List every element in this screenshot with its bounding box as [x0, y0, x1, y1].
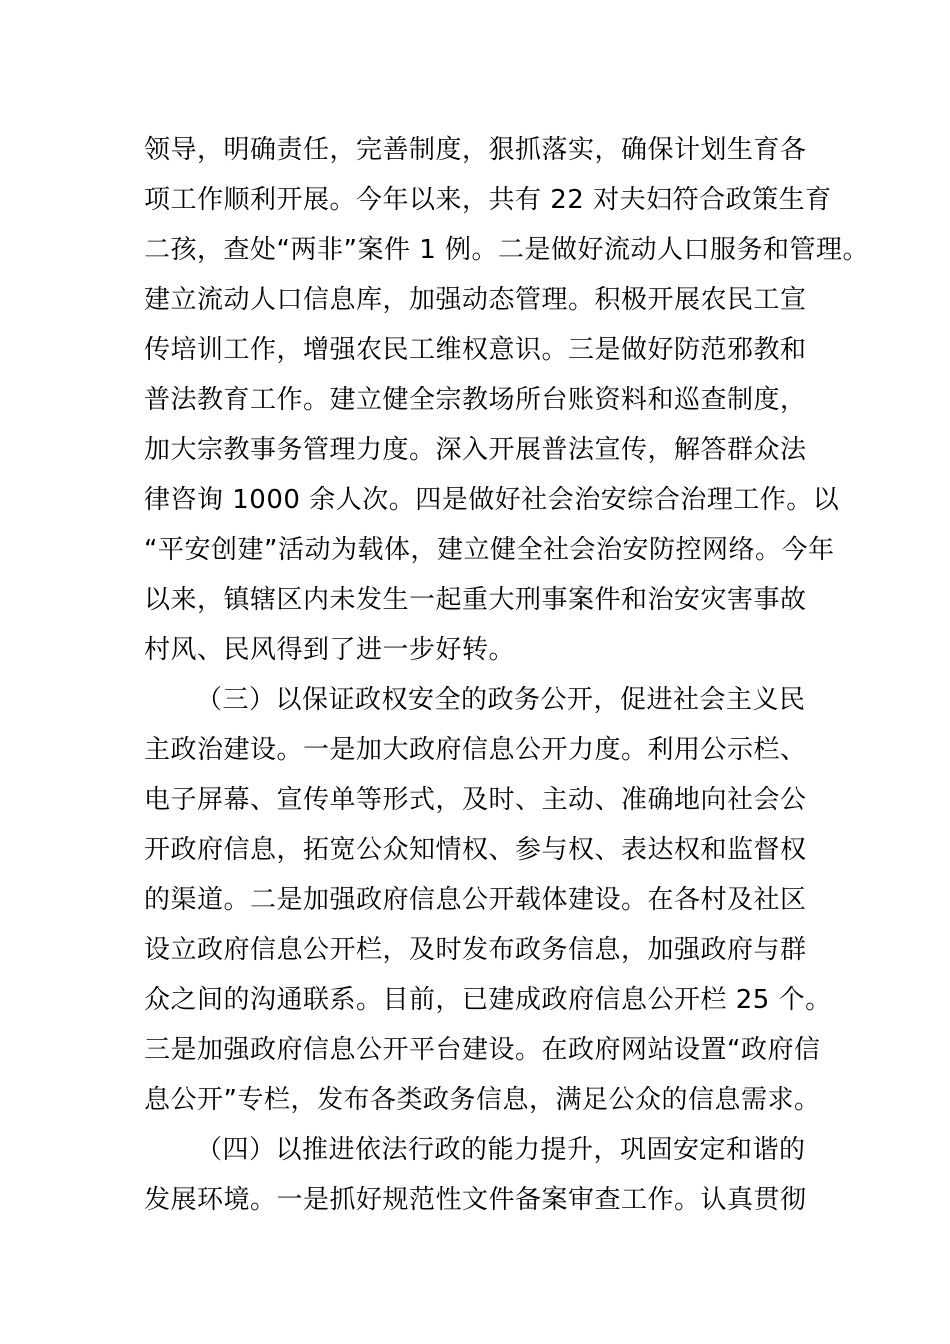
paragraph-line: 众之间的沟通联系。目前，已建成政府信息公开栏 25 个。 [144, 985, 832, 1015]
paragraph-line: 设立政府信息公开栏，及时发布政务信息，加强政府与群 [144, 935, 807, 965]
paragraph-line: 领导，明确责任，完善制度，狠抓落实，确保计划生育各 [144, 135, 807, 165]
section-heading-line: （三）以保证政权安全的政务公开，促进社会主义民 [196, 685, 806, 715]
paragraph-line: 律咨询 1000 余人次。四是做好社会治安综合治理工作。以 [144, 485, 840, 515]
paragraph-line: 建立流动人口信息库，加强动态管理。积极开展农民工宣 [144, 285, 807, 315]
paragraph-line: “平安创建”活动为载体，建立健全社会治安防控网络。今年 [144, 535, 835, 565]
paragraph-line: 加大宗教事务管理力度。深入开展普法宣传，解答群众法 [144, 435, 807, 465]
paragraph-line: 村风、民风得到了进一步好转。 [144, 635, 516, 665]
paragraph-line: 以来，镇辖区内未发生一起重大刑事案件和治安灾害事故 [144, 585, 807, 615]
paragraph-line: 开政府信息，拓宽公众知情权、参与权、表达权和监督权 [144, 835, 807, 865]
paragraph-line: 项工作顺利开展。今年以来，共有 22 对夫妇符合政策生育 [144, 185, 832, 215]
paragraph-line: 传培训工作，增强农民工维权意识。三是做好防范邪教和 [144, 335, 807, 365]
paragraph-line: 的渠道。二是加强政府信息公开载体建设。在各村及社区 [144, 885, 807, 915]
section-heading-line: （四）以推进依法行政的能力提升，巩固安定和谐的 [196, 1135, 806, 1165]
paragraph-line: 普法教育工作。建立健全宗教场所台账资料和巡查制度， [144, 385, 807, 415]
paragraph-line: 电子屏幕、宣传单等形式，及时、主动、准确地向社会公 [144, 785, 807, 815]
paragraph-line: 主政治建设。一是加大政府信息公开力度。利用公示栏、 [144, 735, 807, 765]
paragraph-line: 发展环境。一是抓好规范性文件备案审查工作。认真贯彻 [144, 1185, 807, 1215]
paragraph-line: 息公开”专栏，发布各类政务信息，满足公众的信息需求。 [144, 1085, 821, 1115]
paragraph-line: 三是加强政府信息公开平台建设。在政府网站设置“政府信 [144, 1035, 821, 1065]
paragraph-line: 二孩，查处“两非”案件 1 例。二是做好流动人口服务和管理。 [144, 235, 870, 265]
